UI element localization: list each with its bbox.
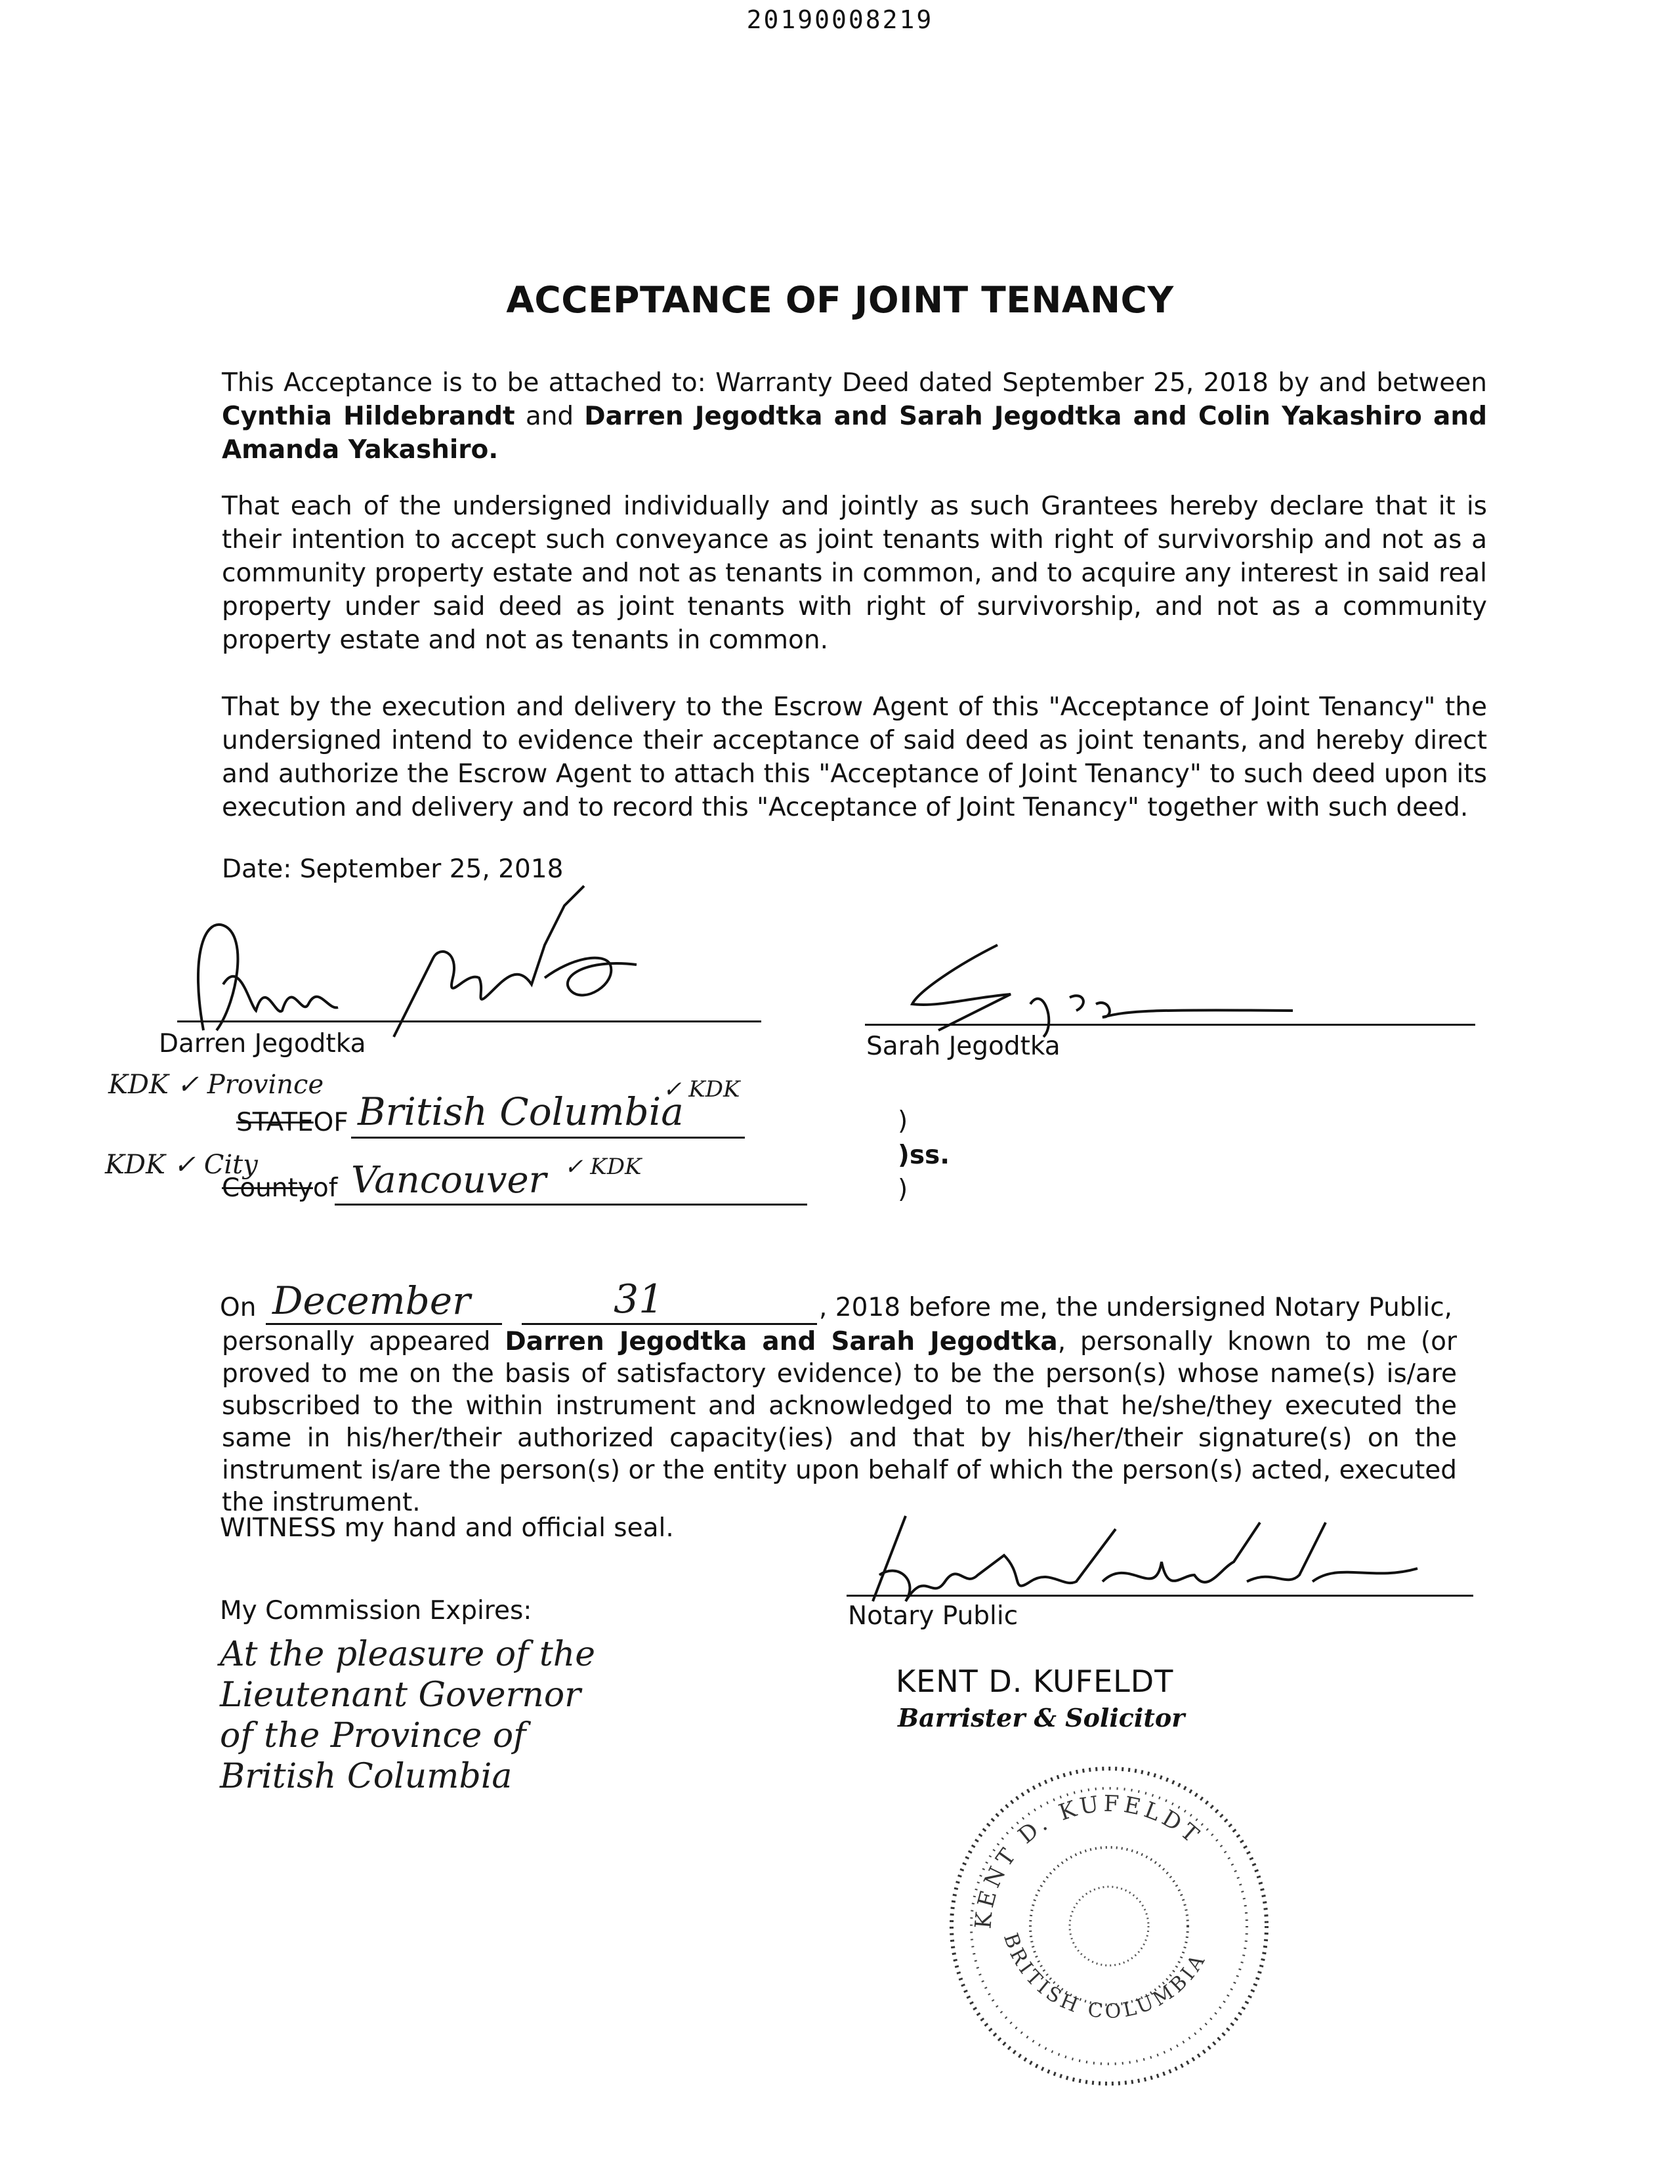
seal-bottom-text: BRITISH COLUMBIA bbox=[998, 1930, 1211, 2024]
svg-text:KENT D. KUFELDT bbox=[970, 1791, 1206, 1930]
notary-name: KENT D. KUFELDT bbox=[896, 1664, 1174, 1699]
escrow-paragraph: That by the execution and delivery to the Escrow Agent of this "Acceptance of Joint Tenancy" the undersigned intend to evidence their acceptance of said deed as joint tenants, and hereby direct and authorize the Escrow Agent to attach this "Acceptance of Joint Tenancy" to such deed upon its execution and delivery and to record this "Acceptance of Joint Tenancy" together with such deed. bbox=[222, 692, 1487, 822]
attachment-paragraph bbox=[222, 366, 1487, 467]
signer-name-left: Darren Jegodtka bbox=[159, 1029, 366, 1059]
state-value: British Columbia bbox=[358, 1089, 684, 1134]
commission-line-4: British Columbia bbox=[220, 1757, 513, 1796]
notary-public-label: Notary Public bbox=[848, 1601, 1018, 1631]
document-number: 20190008219 bbox=[746, 5, 934, 34]
city-handwritten-note: KDK ✓ City bbox=[105, 1150, 258, 1180]
acknowledgement-paragraph bbox=[222, 1326, 1457, 1519]
grantee-names: Darren Jegodtka and Sarah Jegodtka and Colin Yakashiro and Amanda Yakashiro. bbox=[222, 402, 1487, 465]
county-initials: ✓ KDK bbox=[564, 1154, 642, 1180]
appeared-prefix: personally appeared bbox=[222, 1327, 491, 1356]
signer-name-right: Sarah Jegodtka bbox=[866, 1032, 1060, 1061]
state-label: STATE bbox=[236, 1108, 314, 1137]
month-line bbox=[266, 1323, 502, 1325]
commission-line-3: of the Province of bbox=[220, 1716, 526, 1755]
province-handwritten-note: KDK ✓ Province bbox=[108, 1070, 324, 1100]
state-initials: ✓ KDK bbox=[663, 1076, 740, 1102]
on-label: On bbox=[220, 1293, 257, 1322]
appeared-names: Darren Jegodtka and Sarah Jegodtka bbox=[505, 1327, 1058, 1356]
notary-month: December bbox=[272, 1278, 471, 1323]
commission-expiry-handwritten bbox=[220, 1634, 595, 1797]
county-value: Vancouver bbox=[351, 1159, 547, 1202]
state-of: OF bbox=[313, 1108, 348, 1137]
bracket-top: ) bbox=[898, 1106, 908, 1136]
county-label: County bbox=[222, 1173, 313, 1203]
county-of: of bbox=[312, 1173, 338, 1203]
state-label-row bbox=[236, 1108, 348, 1137]
commission-line-2: Lieutenant Governor bbox=[220, 1675, 581, 1715]
seal-top-text: KENT D. KUFELDT bbox=[970, 1790, 1207, 1930]
acknowledgement-text: , personally known to me (or proved to me on the basis of satisfactory evidence) to be the person(s) whose name(s) is/are subscribed to the within instrument and acknowledged to me that he/she/they executed the same in his/her/their authorized capacity(ies) and that by his/her/their signature(s) on the instrument is/are the person(s) or the entity upon behalf of which the person(s) acted, executed the instrument. bbox=[222, 1327, 1457, 1517]
state-value-line bbox=[351, 1137, 745, 1139]
date-line: Date: September 25, 2018 bbox=[222, 854, 564, 884]
notary-title: Barrister & Solicitor bbox=[898, 1703, 1185, 1732]
grantor-name: Cynthia Hildebrandt bbox=[222, 402, 515, 431]
commission-label: My Commission Expires: bbox=[220, 1596, 532, 1626]
notary-seal bbox=[932, 1752, 1286, 2093]
notary-day: 31 bbox=[614, 1276, 664, 1322]
conjunction-and: and bbox=[525, 402, 574, 431]
document-title: ACCEPTANCE OF JOINT TENANCY bbox=[506, 279, 1174, 321]
declaration-paragraph: That each of the undersigned individually and jointly as such Grantees hereby declare that it is their intention to accept such conveyance as joint tenants with right of survivorship and not as a community property estate and not as tenants in common, and to acquire any interest in said real property under said deed as joint tenants with right of survivorship, and not as a community property estate and not as tenants in common. bbox=[222, 492, 1487, 655]
bracket-bottom: ) bbox=[898, 1175, 908, 1204]
day-line bbox=[522, 1323, 817, 1325]
notary-year-text: , 2018 before me, the undersigned Notary Public, bbox=[819, 1293, 1453, 1322]
attachment-text: This Acceptance is to be attached to: Warranty Deed dated September 25, 2018 by and between bbox=[222, 368, 1487, 398]
svg-text:BRITISH COLUMBIA bbox=[999, 1930, 1211, 2023]
county-label-row bbox=[222, 1173, 338, 1203]
bracket-ss: )ss. bbox=[898, 1141, 950, 1170]
county-value-line bbox=[335, 1204, 807, 1206]
commission-line-1: At the pleasure of the bbox=[220, 1635, 596, 1674]
signature-sarah-jegodtka bbox=[899, 932, 1306, 1043]
witness-line: WITNESS my hand and official seal. bbox=[220, 1513, 674, 1543]
